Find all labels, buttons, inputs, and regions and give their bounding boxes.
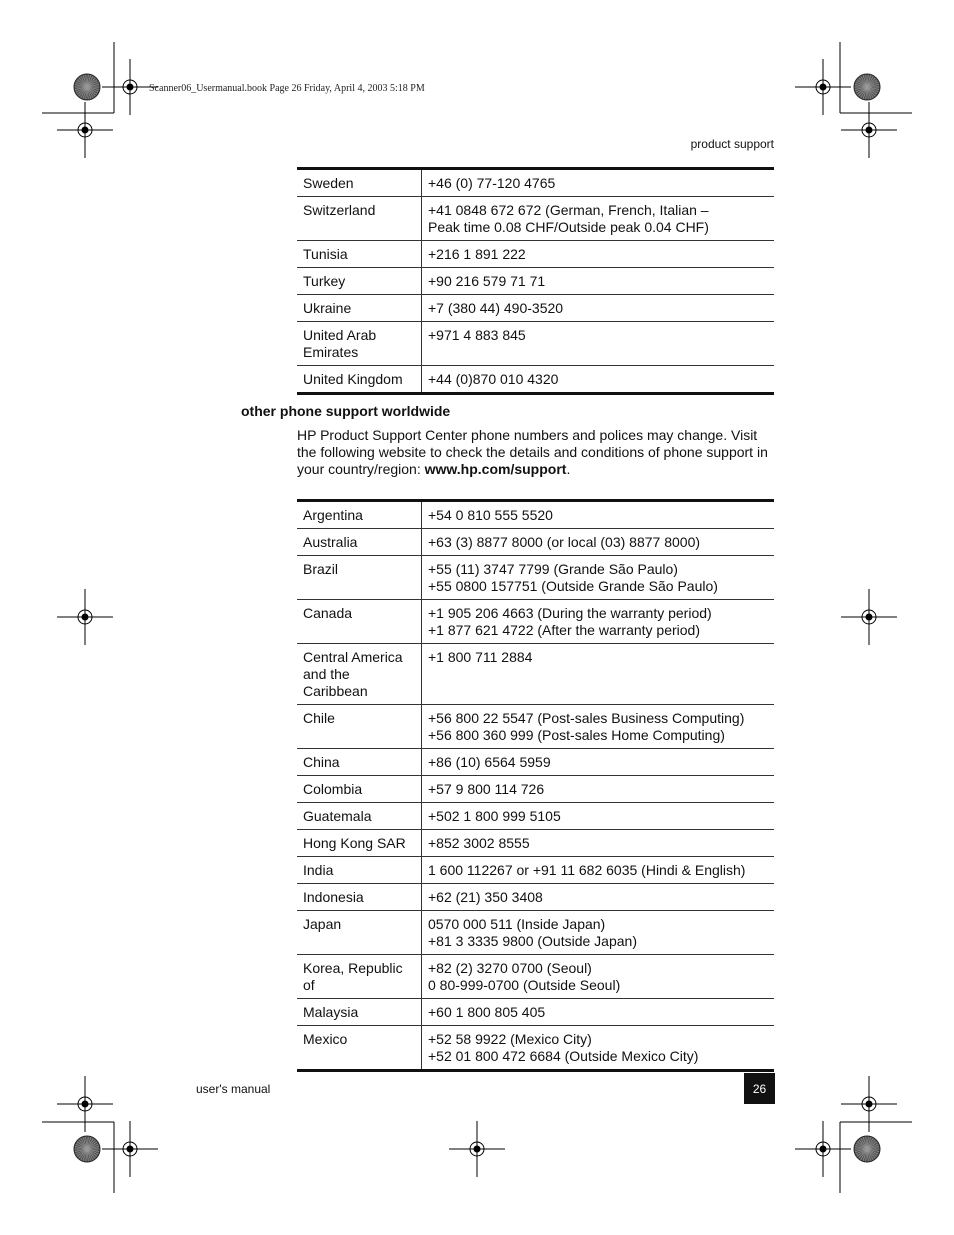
country-cell: Japan: [297, 911, 422, 955]
phone-line: +62 (21) 350 3408: [428, 889, 543, 905]
phone-line: +1 877 621 4722 (After the warranty period): [428, 622, 701, 638]
country-cell: Colombia: [297, 776, 422, 803]
phone-line: +852 3002 8555: [428, 835, 530, 851]
phone-cell: [422, 556, 775, 600]
country-cell: Tunisia: [297, 241, 422, 268]
phone-line: +90 216 579 71 71: [428, 273, 546, 289]
registration-mark: [820, 1146, 827, 1153]
phone-line: +41 0848 672 672 (German, French, Italian –: [428, 202, 709, 218]
country-cell: Sweden: [297, 169, 422, 197]
phone-line: +7 (380 44) 490-3520: [428, 300, 564, 316]
phone-cell: [422, 295, 775, 322]
phone-line: +57 9 800 114 726: [428, 781, 545, 797]
phone-cell: [422, 705, 775, 749]
phone-line: +81 3 3335 9800 (Outside Japan): [428, 933, 637, 949]
phone-line: 1 600 112267 or +91 11 682 6035 (Hindi & English): [428, 862, 746, 878]
phone-cell: [422, 529, 775, 556]
table-row: [297, 600, 774, 644]
phone-line: +502 1 800 999 5105: [428, 808, 561, 824]
phone-line: +1 905 206 4663 (During the warranty period): [428, 605, 712, 621]
country-cell: Indonesia: [297, 884, 422, 911]
phone-line: +60 1 800 805 405: [428, 1004, 546, 1020]
country-cell: Mexico: [297, 1026, 422, 1071]
phone-line: +55 0800 157751 (Outside Grande São Paulo): [428, 578, 718, 594]
phone-cell: [422, 999, 775, 1026]
table-row: [297, 884, 774, 911]
phone-cell: [422, 366, 775, 394]
phone-cell: [422, 803, 775, 830]
support-link[interactable]: www.hp.com/support: [424, 461, 567, 477]
registration-mark: [866, 1101, 873, 1108]
phone-table-1: [297, 167, 774, 395]
phone-line: Peak time 0.08 CHF/Outside peak 0.04 CHF): [428, 219, 709, 235]
phone-line: +44 (0)870 010 4320: [428, 371, 559, 387]
phone-line: +56 800 22 5547 (Post-sales Business Computing): [428, 710, 745, 726]
country-cell: Chile: [297, 705, 422, 749]
table-row: [297, 705, 774, 749]
country-cell: China: [297, 749, 422, 776]
table-row: [297, 857, 774, 884]
registration-mark: [82, 1101, 89, 1108]
registration-mark: [127, 1146, 134, 1153]
country-cell: Korea, Republic of: [297, 955, 422, 999]
phone-line: +46 (0) 77-120 4765: [428, 175, 556, 191]
print-info: Scanner06_Usermanual.book Page 26 Friday, April 4, 2003 5:18 PM: [149, 83, 425, 94]
page-number: 26: [744, 1073, 775, 1104]
country-cell: Brazil: [297, 556, 422, 600]
table-row: [297, 955, 774, 999]
phone-cell: [422, 830, 775, 857]
phone-cell: [422, 501, 775, 529]
country-cell: United Arab Emirates: [297, 322, 422, 366]
country-cell: Argentina: [297, 501, 422, 529]
country-cell: India: [297, 857, 422, 884]
phone-cell: [422, 322, 775, 366]
phone-cell: [422, 644, 775, 705]
phone-cell: [422, 268, 775, 295]
intro-end: .: [566, 461, 571, 477]
phone-cell: [422, 911, 775, 955]
table-row: [297, 556, 774, 600]
phone-line: 0 80-999-0700 (Outside Seoul): [428, 977, 621, 993]
phone-line: +56 800 360 999 (Post-sales Home Computing): [428, 727, 725, 743]
phone-table-2: [297, 499, 774, 1072]
phone-line: +55 (11) 3747 7799 (Grande São Paulo): [428, 561, 678, 577]
table-row: [297, 197, 774, 241]
table-row: [297, 529, 774, 556]
country-cell: Canada: [297, 600, 422, 644]
phone-cell: [422, 884, 775, 911]
section-heading: other phone support worldwide: [241, 403, 451, 419]
phone-line: 0570 000 511 (Inside Japan): [428, 916, 606, 932]
registration-mark: [820, 84, 827, 91]
phone-line: +52 58 9922 (Mexico City): [428, 1031, 592, 1047]
table-row: [297, 803, 774, 830]
phone-cell: [422, 197, 775, 241]
phone-cell: [422, 955, 775, 999]
table-row: [297, 295, 774, 322]
table-row: [297, 749, 774, 776]
running-head: product support: [690, 137, 774, 151]
phone-cell: [422, 241, 775, 268]
table-row: [297, 169, 774, 197]
table-row: [297, 366, 774, 394]
country-cell: United Kingdom: [297, 366, 422, 394]
country-cell: Guatemala: [297, 803, 422, 830]
registration-mark: [82, 127, 89, 134]
table-row: [297, 776, 774, 803]
table-row: [297, 999, 774, 1026]
table-row: [297, 268, 774, 295]
footer-text: user's manual: [196, 1082, 271, 1096]
registration-mark: [866, 127, 873, 134]
country-cell: Ukraine: [297, 295, 422, 322]
table-row: [297, 1026, 774, 1071]
phone-line: +82 (2) 3270 0700 (Seoul): [428, 960, 592, 976]
table-row: [297, 241, 774, 268]
phone-cell: [422, 169, 775, 197]
table-row: [297, 830, 774, 857]
phone-cell: [422, 600, 775, 644]
phone-line: +63 (3) 8877 8000 (or local (03) 8877 8000): [428, 534, 701, 550]
registration-mark: [127, 84, 134, 91]
country-cell: Turkey: [297, 268, 422, 295]
country-cell: Central America and the Caribbean: [297, 644, 422, 705]
country-cell: Hong Kong SAR: [297, 830, 422, 857]
phone-cell: [422, 776, 775, 803]
intro-paragraph: [297, 427, 774, 478]
phone-cell: [422, 749, 775, 776]
phone-cell: [422, 857, 775, 884]
intro-text: HP Product Support Center phone numbers and polices may change. Visit the following website to check the details and conditions of phone support in your country/region:: [297, 427, 768, 477]
table-row: [297, 644, 774, 705]
registration-mark: [474, 1146, 481, 1153]
table-row: [297, 501, 774, 529]
country-cell: Malaysia: [297, 999, 422, 1026]
phone-cell: [422, 1026, 775, 1071]
phone-line: +971 4 883 845: [428, 327, 526, 343]
phone-line: +1 800 711 2884: [428, 649, 533, 665]
registration-mark: [82, 614, 89, 621]
phone-line: +54 0 810 555 5520: [428, 507, 553, 523]
registration-mark: [866, 614, 873, 621]
country-cell: Switzerland: [297, 197, 422, 241]
phone-line: +216 1 891 222: [428, 246, 526, 262]
phone-line: +52 01 800 472 6684 (Outside Mexico City): [428, 1048, 699, 1064]
phone-line: +86 (10) 6564 5959: [428, 754, 551, 770]
table-row: [297, 322, 774, 366]
country-cell: Australia: [297, 529, 422, 556]
table-row: [297, 911, 774, 955]
